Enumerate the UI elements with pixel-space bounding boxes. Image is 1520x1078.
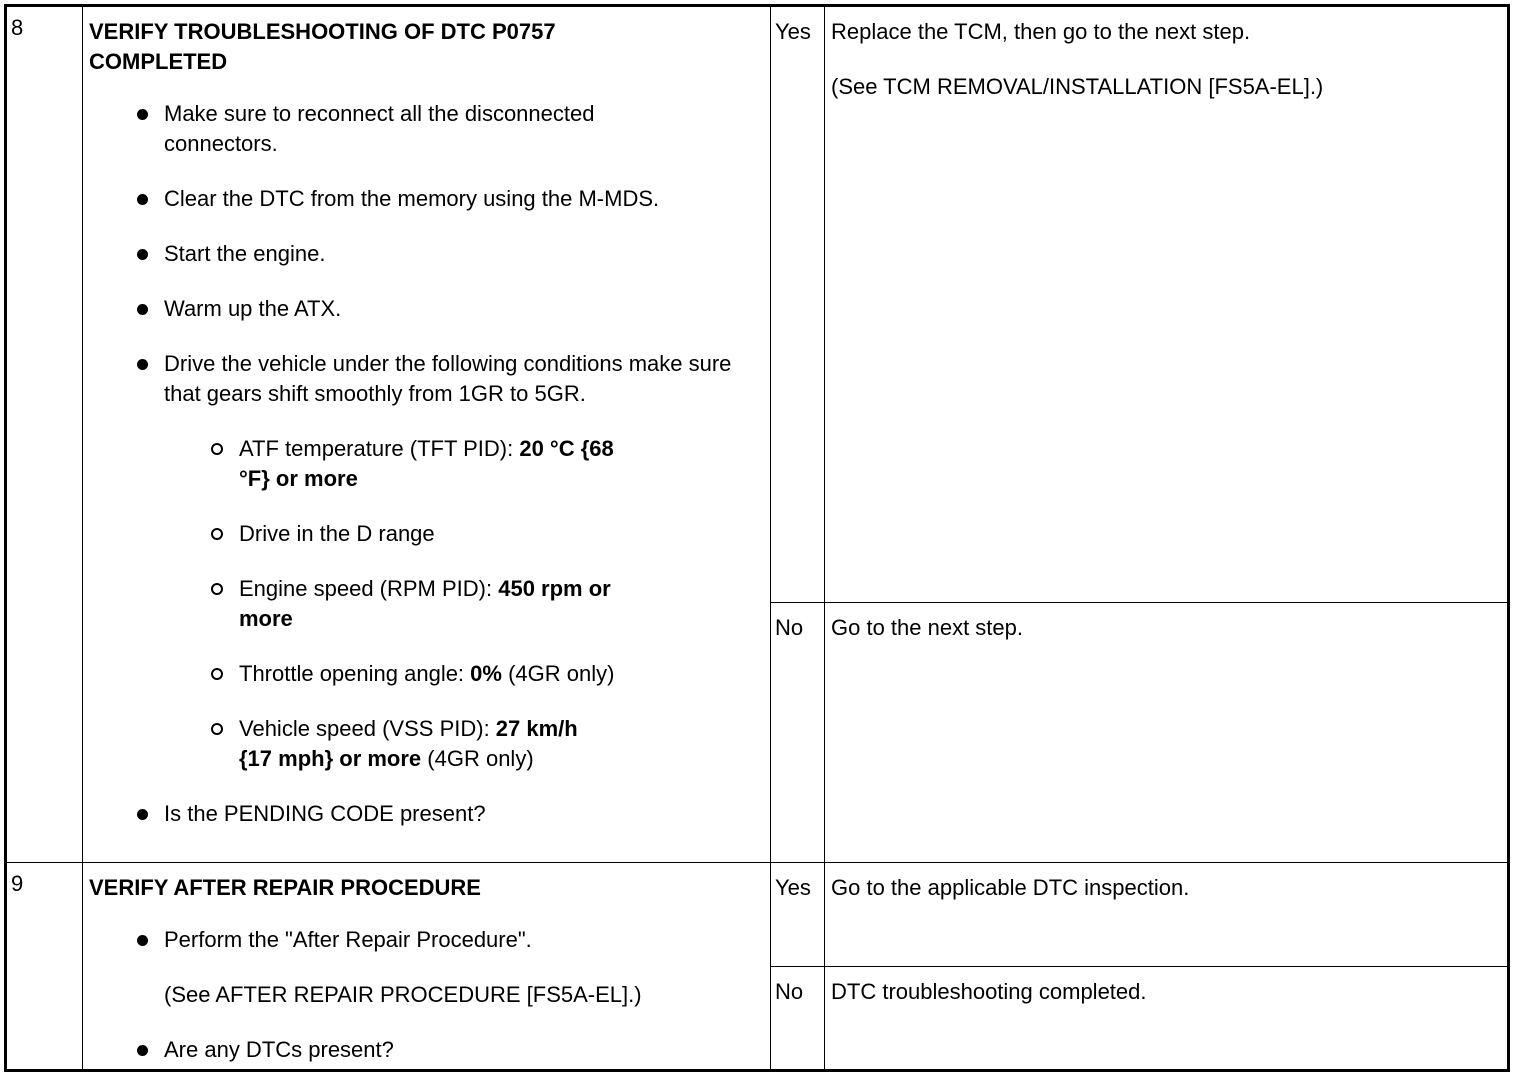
list-item: Perform the "After Repair Procedure". (See AFTER REPAIR PROCEDURE [FS5A-EL].) <box>134 925 764 1010</box>
list-item: Start the engine. <box>134 239 764 269</box>
drive-conditions-list <box>164 434 734 774</box>
inspection-list <box>89 99 764 829</box>
yes-label: Yes <box>771 862 825 966</box>
no-action: Go to the next step. <box>825 602 1509 862</box>
yes-action: Replace the TCM, then go to the next step. (See TCM REMOVAL/INSTALLATION [FS5A-EL].) <box>825 6 1509 603</box>
no-label: No <box>771 966 825 1070</box>
list-item: Clear the DTC from the memory using the M-MDS. <box>134 184 764 214</box>
step-title: VERIFY TROUBLESHOOTING OF DTC P0757 COMPLETED <box>89 19 556 74</box>
list-item: Make sure to reconnect all the disconnected connectors. <box>134 99 764 159</box>
no-action: DTC troubleshooting completed. <box>825 966 1509 1070</box>
step-number: 9 <box>6 862 83 1070</box>
step-number: 8 <box>6 6 83 863</box>
yes-label: Yes <box>771 6 825 603</box>
yes-action: Go to the applicable DTC inspection. <box>825 862 1509 966</box>
condition-item: ATF temperature (TFT PID): 20 °C {68 °F} or more <box>209 434 734 494</box>
condition-item: Vehicle speed (VSS PID): 27 km/h {17 mph} or more (4GR only) <box>209 714 734 774</box>
no-label: No <box>771 602 825 862</box>
condition-item: Drive in the D range <box>209 519 734 549</box>
diagnostic-procedure-table <box>4 4 1510 1072</box>
step-9-yes-row <box>6 862 1509 966</box>
step-8-yes-row <box>6 6 1509 603</box>
reference-note: (See AFTER REPAIR PROCEDURE [FS5A-EL].) <box>164 981 642 1007</box>
condition-item: Engine speed (RPM PID): 450 rpm or more <box>209 574 734 634</box>
step-8-inspection <box>83 6 771 863</box>
condition-item: Throttle opening angle: 0% (4GR only) <box>209 659 734 689</box>
step-9-inspection <box>83 862 771 1070</box>
inspection-list <box>89 925 764 1065</box>
list-item: Is the PENDING CODE present? <box>134 799 764 829</box>
list-item: Drive the vehicle under the following conditions make sure that gears shift smoothly from 1GR to 5GR. ATF temperature (TFT PID): 20 °C {68 °F} or more Drive in the D range Engine speed (RPM PID): 450 rpm or more Throttle opening angle: 0% (4GR only) Vehicle speed (VSS PID): 27 km/h {17 mph} or more (4GR only) <box>134 349 764 774</box>
step-title: VERIFY AFTER REPAIR PROCEDURE <box>89 874 481 900</box>
list-item: Are any DTCs present? <box>134 1035 764 1065</box>
list-item: Warm up the ATX. <box>134 294 764 324</box>
